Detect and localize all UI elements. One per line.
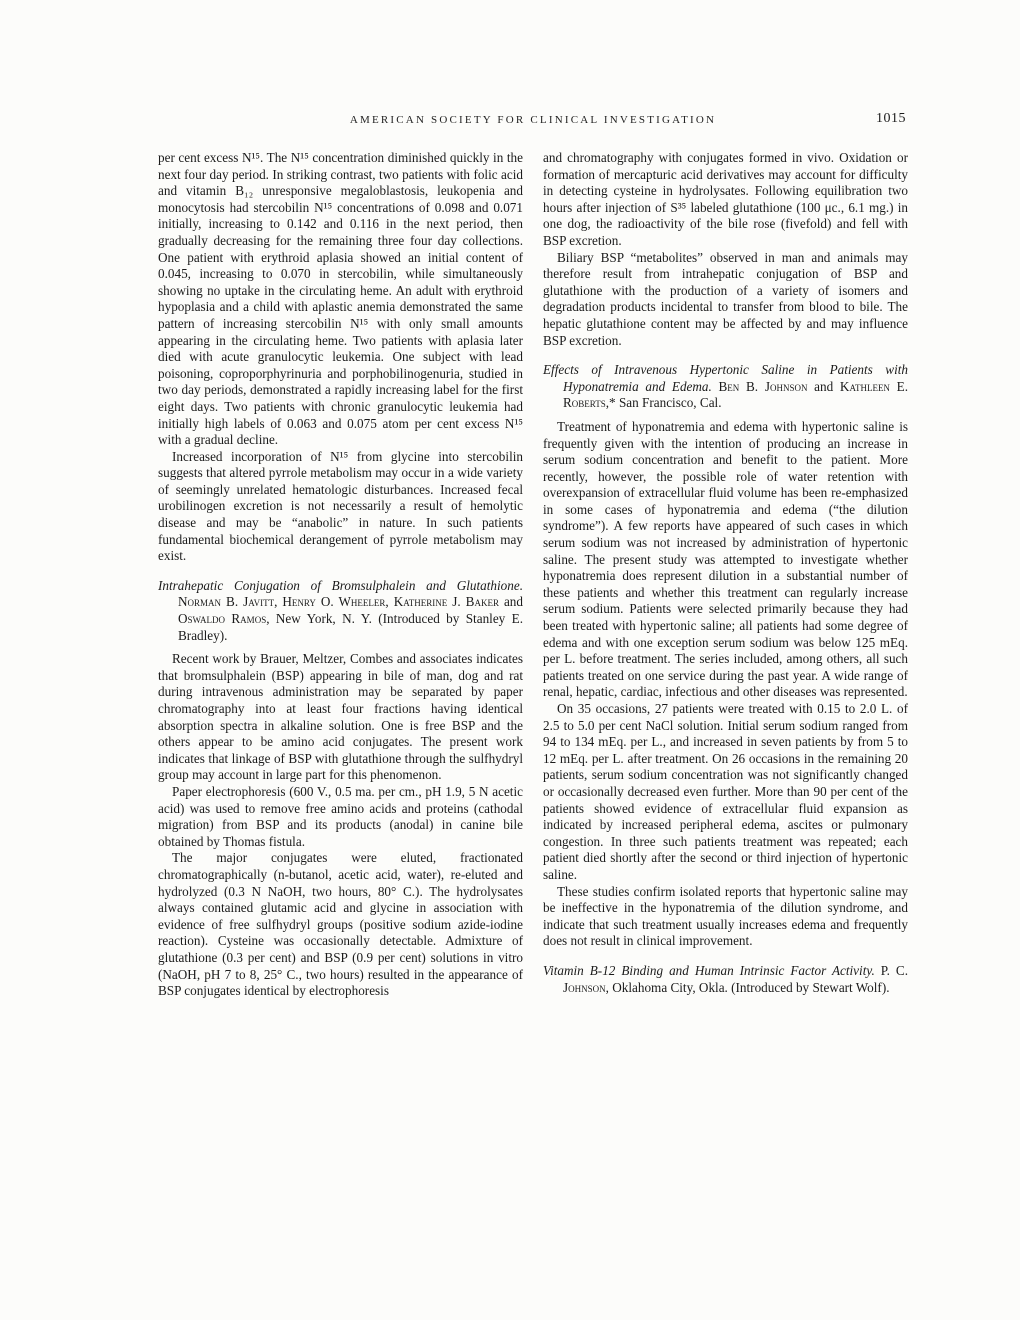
heading-text: , New York, N. Y. (Introduced by Stanley E. Bradley). bbox=[178, 611, 523, 643]
paragraph: Increased incorporation of N¹⁵ from glycine into stercobilin suggests that altered pyrrole metabolism may occur in a wide variety of seemingly unrelated hematologic disturbances. Increased fecal urobilinogen excretion is not necessarily a result of hemolytic disease and may be “anabolic” in nature. In such patients fundamental biochemical derangement of pyrrole metabolism may exist. bbox=[158, 448, 523, 564]
author-names: Ben B. Johnson bbox=[718, 378, 815, 394]
page-number: 1015 bbox=[876, 111, 906, 126]
abstract-heading bbox=[543, 362, 908, 412]
running-head: AMERICAN SOCIETY FOR CLINICAL INVESTIGATION bbox=[349, 114, 717, 126]
paragraph: Treatment of hyponatremia and edema with hypertonic saline is frequently given with the intention of producing an increase in serum sodium concentration and benefit to the patient. More recently, however, the possible role of water retention with overexpansion of extracellular fluid volume has been re-emphasized in some cases of hyponatremia and edema (“the dilution syndrome”). A few reports have appeared of such cases in which serum sodium was not increased by administration of hypertonic saline. The present study was attempted to investigate whether hyponatremia does represent dilution in a substantial number of these patients and whether this treatment can regularly increase serum sodium. Patients were selected primarily because they had been treated with hypertonic saline; all patients had some degree of edema and with one exception serum sodium was below 125 mEq. per L. before treatment. The series included, among others, all such patients treated on one service during the past year. A wide range of renal, hepatic, cardiac, infectious and other diseases was represented. bbox=[543, 418, 908, 700]
column-right bbox=[543, 150, 908, 1003]
heading-text: and bbox=[814, 378, 840, 394]
heading-text: , Oklahoma City, Okla. (Introduced by Stewart Wolf). bbox=[605, 979, 890, 995]
paragraph: Recent work by Brauer, Meltzer, Combes and associates indicates that bromsulphalein (BSP) appearing in bile of man, dog and rat during intravenous administration may be separated by paper chromatography into at least four fractions having identical absorption spectra in alkaline solution. One is free BSP and the others appear to be amino acid conjugates. The present work indicates that linkage of BSP with glutathione through the sulfhydryl group may account in large part for this phenomenon. bbox=[158, 651, 523, 783]
paragraph: and chromatography with conjugates formed in vivo. Oxidation or formation of mercapturic acid derivatives may account for difficulty in detecting cysteine in hydrolysates. Following equilibration two hours after injection of S³⁵ labeled glutathione (100 μc., 6.1 mg.) in one dog, the radioactivity of the bile rose (fivefold) and fell with BSP excretion. bbox=[543, 150, 908, 248]
column-left bbox=[158, 150, 523, 1003]
abstract-title: Effects of Intravenous Hypertonic Saline in Patients with Hyponatremia and Edema. bbox=[543, 362, 908, 394]
text-columns bbox=[158, 150, 908, 1003]
paragraph: These studies confirm isolated reports that hypertonic saline may be ineffective in the hyponatremia of the dilution syndrome, and indicate that such treatment usually increases edema and frequently does not result in clinical improvement. bbox=[543, 883, 908, 949]
paragraph: Paper electrophoresis (600 V., 0.5 ma. per cm., pH 1.9, 5 N acetic acid) was used to remove free amino acids and proteins (cathodal migration) from BSP and its products (anodal) in canine bile obtained by Thomas fistula. bbox=[158, 783, 523, 849]
paragraph: The major conjugates were eluted, fractionated chromatographically (n-butanol, acetic acid, water), re-eluted and hydrolyzed (0.3 N NaOH, two hours, 80° C.). The hydrolysates always contained glutamic acid and glycine in association with evidence of free sulfhydryl groups (positive sodium azide-iodine reaction). Cysteine was occasionally detectable. Admixture of glutathione (0.3 per cent) and BSP (0.9 per cent) solutions in vitro (NaOH, pH 7 to 8, 25° C., two hours) resulted in the appearance of BSP conjugates identical by electrophoresis bbox=[158, 850, 523, 999]
paragraph: per cent excess N¹⁵. The N¹⁵ concentration diminished quickly in the next four day period. In striking contrast, two patients with folic acid and vitamin B₁₂ unresponsive megaloblastosis, leukopenia and monocytosis had stercobilin N¹⁵ concentrations of 0.098 and 0.071 initially, increasing to 0.142 and 0.116 in the next period, then gradually decreasing for the remaining three four day collections. One patient with erythroid aplasia showed an initial content of 0.045, increasing to 0.070 in stercobilin, while simultaneously showing no uptake in the circulating heme. An adult with erythroid hypoplasia and a child with aplastic anemia demonstrated the same pattern of increasing stercobilin N¹⁵ with only small amounts appearing in the circulating heme. Two patients with aplasia later died with acute granulocytic leukemia. One subject with lead poisoning, coproporphyrinuria and porphobilinogenuria, studied in two day periods, demonstrated a rapidly increasing label for the first eight days. Two patients with chronic granulocytic leukemia had initially high labels of 0.063 and 0.075 atom per cent excess N¹⁵ with a gradual decline. bbox=[158, 150, 523, 448]
heading-text: San Francisco, Cal. bbox=[615, 395, 722, 411]
page-content bbox=[158, 111, 909, 1003]
heading-text: and bbox=[503, 594, 523, 610]
paragraph: Biliary BSP “metabolites” observed in man and animals may therefore result from intrahepatic conjugation of BSP and glutathione with the production of a variety of isomers and degradation products incidental to transfer from blood to bile. The hepatic glutathione content may be affected by and may influence BSP excretion. bbox=[543, 249, 908, 348]
paragraph: On 35 occasions, 27 patients were treated with 0.15 to 2.0 L. of 2.5 to 5.0 per cent NaCl solution. Initial serum sodium ranged from 94 to 134 mEq. per L., and increased in seven patients by from 5 to 12 mEq. per L. after treatment. On 26 occasions in the remaining 20 patients, serum sodium concentration was not significantly changed or occasionally decreased even further. More than 90 per cent of the patients showed evidence of extracellular fluid expansion as indicated by increased peripheral edema, ascites or pulmonary congestion. In three such patients treatment was repeated; each patient died shortly after the second or third injection of hypertonic saline. bbox=[543, 701, 908, 882]
abstract-title: Vitamin B-12 Binding and Human Intrinsic Factor Activity. bbox=[543, 962, 881, 978]
abstract-heading bbox=[543, 963, 908, 996]
author-names: Kathleen E. Roberts,* bbox=[563, 378, 908, 411]
page-header bbox=[158, 111, 908, 134]
abstract-title: Intrahepatic Conjugation of Bromsulphalein and Glutathione. bbox=[158, 577, 523, 593]
abstract-heading bbox=[158, 578, 523, 644]
author-names: Oswaldo Ramos bbox=[178, 611, 267, 627]
author-names: P. C. Johnson bbox=[563, 962, 909, 995]
author-names: Norman B. Javitt, Henry O. Wheeler, Katherine J. Baker bbox=[178, 594, 504, 610]
